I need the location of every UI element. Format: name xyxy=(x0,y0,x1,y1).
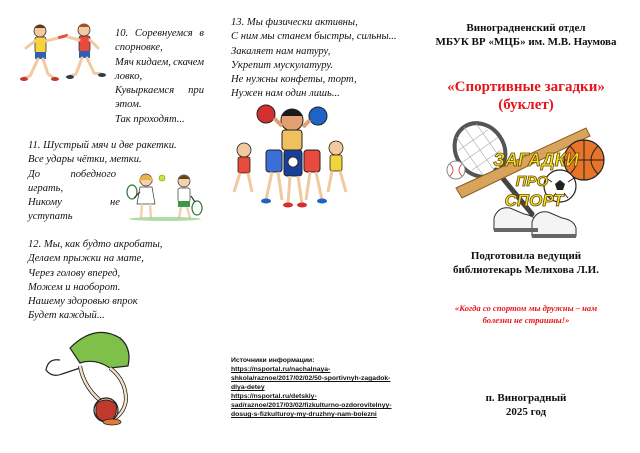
riddle-10: 10. Соревнуемся в спорновке, Мяч кидаем, скачем ловко, Кувыркаемся при этом. Так проходят... xyxy=(115,28,204,125)
sports-equipment-illustration xyxy=(436,118,608,248)
organization-line-1: Виноградненский отдел xyxy=(466,22,586,34)
riddle-10-line-5: Кувыркаемся при xyxy=(115,85,204,97)
source-link-1-line-1[interactable]: https://nsportal.ru/nachalnaya- xyxy=(231,366,331,373)
boxers-illustration xyxy=(226,100,356,210)
cover-word-3: СПОРТ xyxy=(504,191,564,210)
source-link-1-line-3[interactable]: dlya-detey xyxy=(231,384,265,391)
gymnast-illustration xyxy=(40,318,160,430)
sources-heading: Источники информации: xyxy=(231,357,315,364)
year: 2025 год xyxy=(505,405,547,418)
organization-line-2: МБУК ВР «МЦБ» им. М.В. Наумова xyxy=(435,35,617,48)
riddle-10-line-1: 10. Соревнуемся в xyxy=(115,28,204,39)
organization xyxy=(426,22,626,49)
relay-runners-illustration xyxy=(18,18,108,90)
riddle-10-line-3: Мяч кидаем, скачем xyxy=(115,56,204,68)
cover-word-1: ЗАГАДКИ xyxy=(493,150,579,170)
riddle-12: 12. Мы, как будто акробаты, Делаем прыжки на мате, Через голову вперед, Можем и наоборот. Нашему здоровью впрок Будет каждый... xyxy=(28,239,163,322)
place-and-year xyxy=(426,392,626,419)
tennis-kids-illustration xyxy=(124,170,206,222)
riddle-11: 11. Шустрый мяч и две ракетки. Все удары чётки, метки. До победного играть, Никому не уступать xyxy=(28,140,177,223)
motto-quote xyxy=(426,302,626,326)
booklet-title-line-2: (буклет) xyxy=(498,97,554,113)
booklet-title-line-1: «Спортивные загадки» xyxy=(447,79,605,95)
prepared-by-line-2: библиотекарь Мелихова Л.И. xyxy=(453,263,599,276)
source-link-2-line-3[interactable]: dosug-s-fizkulturoy-my-druzhny-nam-bolezni xyxy=(231,411,377,418)
source-link-1-line-2[interactable]: shkola/raznoe/2017/02/02/50-sportivnyh-zagadok- xyxy=(231,375,391,382)
prepared-by-line-1: Подготовила ведущий xyxy=(470,250,582,262)
motto-quote-line-2: болезни не страшны!» xyxy=(482,315,570,325)
place: п. Виноградный xyxy=(485,392,567,404)
sources-block xyxy=(231,356,401,419)
riddle-11-line-3: До победного xyxy=(28,168,116,180)
riddle-13: 13. Мы физически активны, С ним мы станем быстры, сильны... Закаляет нам натуру, Укрепит мускулатуру. Не нужны конфеты, торт, Нужен нам один лишь... xyxy=(231,17,397,100)
motto-quote-line-1: «Когда со спортом мы дружны – нам xyxy=(454,303,598,313)
cover-word-2: ПРО xyxy=(515,173,549,190)
booklet-title xyxy=(426,78,626,114)
riddle-11-line-5: Никому не xyxy=(28,197,120,209)
prepared-by xyxy=(426,250,626,277)
source-link-2-line-1[interactable]: https://nsportal.ru/detskiy- xyxy=(231,393,317,400)
source-link-2-line-2[interactable]: sad/raznoe/2017/03/02/fizkulturno-ozdorovitelnyy- xyxy=(231,402,392,409)
